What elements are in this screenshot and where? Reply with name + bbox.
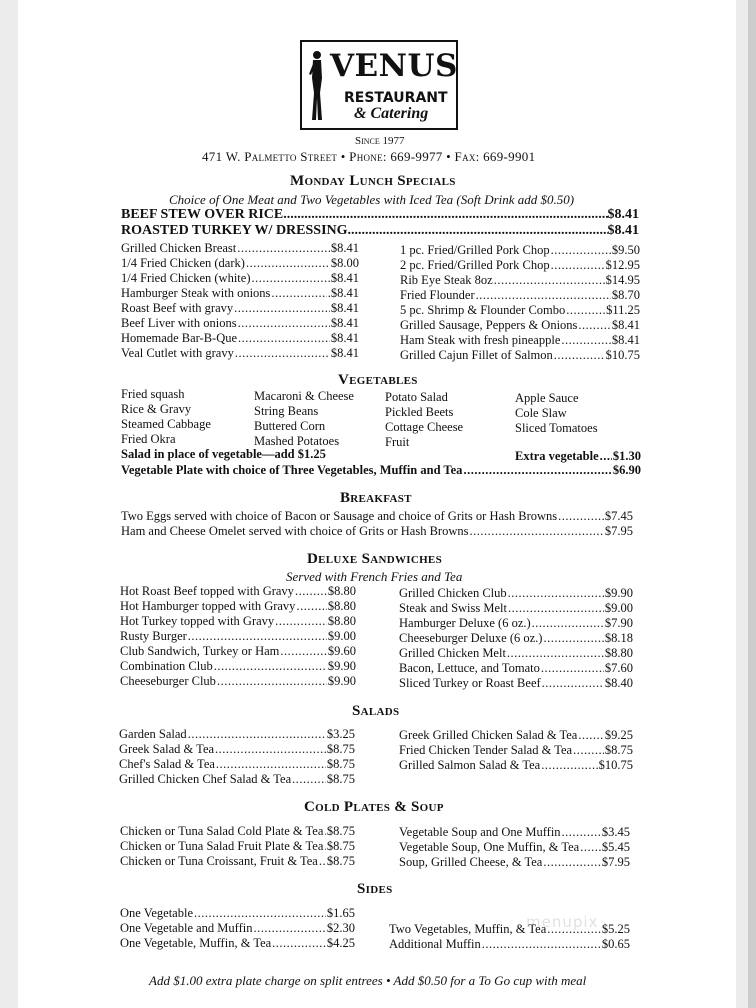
menu-item: Club Sandwich, Turkey or Ham ..... $9.60 — [120, 644, 356, 659]
menu-item: Rib Eye Steak 8oz ..... $14.95 — [400, 273, 640, 288]
vegetable-item: Apple Sauce — [515, 391, 579, 405]
menu-item: Grilled Salmon Salad & Tea ..... $10.75 — [399, 758, 633, 773]
vegetable-item: Sliced Tomatoes — [515, 421, 598, 435]
menu-item: Grilled Cajun Fillet of Salmon ..... $10.75 — [400, 348, 640, 363]
menu-item: Two Vegetables, Muffin, & Tea ..... $5.25 — [389, 922, 630, 937]
monday-specials-title: Monday Lunch Specials — [290, 173, 456, 189]
monday-left-column — [121, 241, 359, 361]
vegetable-item: Mashed Potatoes — [254, 434, 340, 448]
menu-item: Hot Roast Beef topped with Gravy ..... $8.80 — [120, 584, 356, 599]
vegetable-item: Buttered Corn — [254, 419, 326, 433]
vegetables-col-3 — [385, 390, 463, 450]
menu-item: Fried Chicken Tender Salad & Tea ..... $8.75 — [399, 743, 633, 758]
vegetables-title: Vegetables — [338, 372, 418, 388]
menu-item: Homemade Bar-B-Que ..... $8.41 — [121, 331, 359, 346]
menu-item: Hamburger Deluxe (6 oz.) ..... $7.90 — [399, 616, 633, 631]
sides-title: Sides — [357, 881, 393, 897]
breakfast-list — [121, 509, 633, 539]
menu-item: Bacon, Lettuce, and Tomato ..... $7.60 — [399, 661, 633, 676]
menu-item: Ham and Cheese Omelet served with choice of Grits or Hash Browns ..... $7.95 — [121, 524, 633, 539]
menu-item: Chicken or Tuna Salad Cold Plate & Tea ..... $8.75 — [120, 824, 355, 839]
menu-item: Grilled Chicken Breast ..... $8.41 — [121, 241, 359, 256]
sandwiches-right-column — [399, 586, 633, 691]
vegetable-item: Cottage Cheese — [385, 420, 464, 434]
menu-item: Grilled Chicken Chef Salad & Tea ..... $8.75 — [119, 772, 355, 787]
menu-item: 2 pc. Fried/Grilled Pork Chop ..... $12.95 — [400, 258, 640, 273]
watermark: menupix — [526, 913, 599, 931]
menu-item: Chef's Salad & Tea ..... $8.75 — [119, 757, 355, 772]
page-edge-scrollbar[interactable] — [748, 0, 756, 1008]
sandwiches-title: Deluxe Sandwiches — [307, 551, 442, 567]
menu-item: Chicken or Tuna Salad Fruit Plate & Tea ..... $8.75 — [120, 839, 355, 854]
footer-note: Add $1.00 extra plate charge on split entrees • Add $0.50 for a To Go cup with meal — [149, 973, 587, 988]
menu-item: Additional Muffin ..... $0.65 — [389, 937, 630, 952]
menu-item: Grilled Chicken Melt ..... $8.80 — [399, 646, 633, 661]
sides-left-column — [120, 906, 355, 951]
monday-right-column — [400, 243, 640, 363]
menu-item: One Vegetable and Muffin ..... $2.30 — [120, 921, 355, 936]
since-year: Since 1977 — [355, 135, 405, 147]
menu-item: Greek Grilled Chicken Salad & Tea ..... $9.25 — [399, 728, 633, 743]
cold-plates-title: Cold Plates & Soup — [304, 799, 444, 815]
logo-name: VENUS — [330, 48, 458, 84]
breakfast-title: Breakfast — [340, 490, 412, 506]
monday-specials-subtitle: Choice of One Meat and Two Vegetables with Iced Tea (Soft Drink add $0.50) — [169, 192, 575, 207]
menu-item: Veal Cutlet with gravy ..... $8.41 — [121, 346, 359, 361]
menu-item: Chicken or Tuna Croissant, Fruit & Tea ..... $8.75 — [120, 854, 355, 869]
salads-right-column — [399, 728, 633, 773]
vegetable-item: Rice & Gravy — [121, 402, 192, 416]
salads-title: Salads — [352, 703, 400, 719]
sandwiches-subtitle: Served with French Fries and Tea — [286, 569, 463, 584]
menu-item: Rusty Burger ..... $9.00 — [120, 629, 356, 644]
menu-item: Hot Hamburger topped with Gravy ..... $8.80 — [120, 599, 356, 614]
sandwiches-left-column — [120, 584, 356, 689]
vegetable-item: String Beans — [254, 404, 319, 418]
menu-item: One Vegetable ..... $1.65 — [120, 906, 355, 921]
menu-item: Vegetable Soup, One Muffin, & Tea ..... $5.45 — [399, 840, 630, 855]
restaurant-logo — [300, 40, 458, 130]
menu-item: Two Eggs served with choice of Bacon or Sausage and choice of Grits or Hash Browns ..... $7.45 — [121, 509, 633, 524]
menu-item: Cheeseburger Club ..... $9.90 — [120, 674, 356, 689]
menu-item: Sliced Turkey or Roast Beef ..... $8.40 — [399, 676, 633, 691]
vegetable-item: Cole Slaw — [515, 406, 567, 420]
address-line: 471 W. Palmetto Street • Phone: 669-9977 • Fax: 669-9901 — [202, 149, 536, 164]
menu-item: Beef Liver with onions ..... $8.41 — [121, 316, 359, 331]
menu-item: 1/4 Fried Chicken (dark) ..... $8.00 — [121, 256, 359, 271]
menu-item: Hot Turkey topped with Gravy ..... $8.80 — [120, 614, 356, 629]
statue-figure-icon — [307, 48, 327, 124]
cold-plates-left-column — [120, 824, 355, 869]
featured-item: ROASTED TURKEY W/ DRESSING ..... $8.41 — [121, 223, 639, 239]
menu-item: 1 pc. Fried/Grilled Pork Chop ..... $9.50 — [400, 243, 640, 258]
menu-item: 1/4 Fried Chicken (white) ..... $8.41 — [121, 271, 359, 286]
vegetable-item: Steamed Cabbage — [121, 417, 211, 431]
menu-item: Ham Steak with fresh pineapple ..... $8.41 — [400, 333, 640, 348]
menu-item: Steak and Swiss Melt ..... $9.00 — [399, 601, 633, 616]
menu-page — [18, 0, 736, 1008]
featured-item: BEEF STEW OVER RICE ..... $8.41 — [121, 207, 639, 223]
vegetable-item: Fruit — [385, 435, 410, 449]
menu-item: 5 pc. Shrimp & Flounder Combo ..... $11.25 — [400, 303, 640, 318]
vegetable-item: Potato Salad — [385, 390, 448, 404]
menu-item: Greek Salad & Tea ..... $8.75 — [119, 742, 355, 757]
menu-item: Grilled Chicken Club ..... $9.90 — [399, 586, 633, 601]
vegetable-plate: Vegetable Plate with choice of Three Vegetables, Muffin and Tea ..... $6.90 — [121, 463, 641, 478]
extra-vegetable: Extra vegetable ..... $1.30 — [515, 449, 641, 464]
soup-right-column — [399, 825, 630, 870]
menu-item: Cheeseburger Deluxe (6 oz.) ..... $8.18 — [399, 631, 633, 646]
vegetable-item: Pickled Beets — [385, 405, 454, 419]
vegetables-col-4 — [515, 391, 598, 436]
menu-item: Hamburger Steak with onions ..... .$8.41 — [121, 286, 359, 301]
menu-item: Combination Club ..... $9.90 — [120, 659, 356, 674]
menu-item: One Vegetable, Muffin, & Tea ..... $4.25 — [120, 936, 355, 951]
menu-item: Garden Salad ..... $3.25 — [119, 727, 355, 742]
vegetables-col-2 — [254, 389, 354, 449]
menu-item: Roast Beef with gravy ..... $8.41 — [121, 301, 359, 316]
vegetable-item: Fried squash — [121, 387, 185, 401]
menu-item: Soup, Grilled Cheese, & Tea ..... $7.95 — [399, 855, 630, 870]
logo-restaurant: RESTAURANT — [344, 90, 448, 106]
salads-left-column — [119, 727, 355, 787]
logo-catering: & Catering — [354, 105, 429, 122]
vegetable-item: Macaroni & Cheese — [254, 389, 354, 403]
vegetables-col-1 — [121, 387, 211, 447]
featured-specials — [121, 207, 639, 239]
menu-item: Grilled Sausage, Peppers & Onions ..... $8.41 — [400, 318, 640, 333]
menu-item: Vegetable Soup and One Muffin ..... $3.45 — [399, 825, 630, 840]
vegetable-item: Fried Okra — [121, 432, 176, 446]
menu-item: Fried Flounder ..... $8.70 — [400, 288, 640, 303]
salad-substitute-note: Salad in place of vegetable—add $1.25 — [121, 447, 326, 461]
